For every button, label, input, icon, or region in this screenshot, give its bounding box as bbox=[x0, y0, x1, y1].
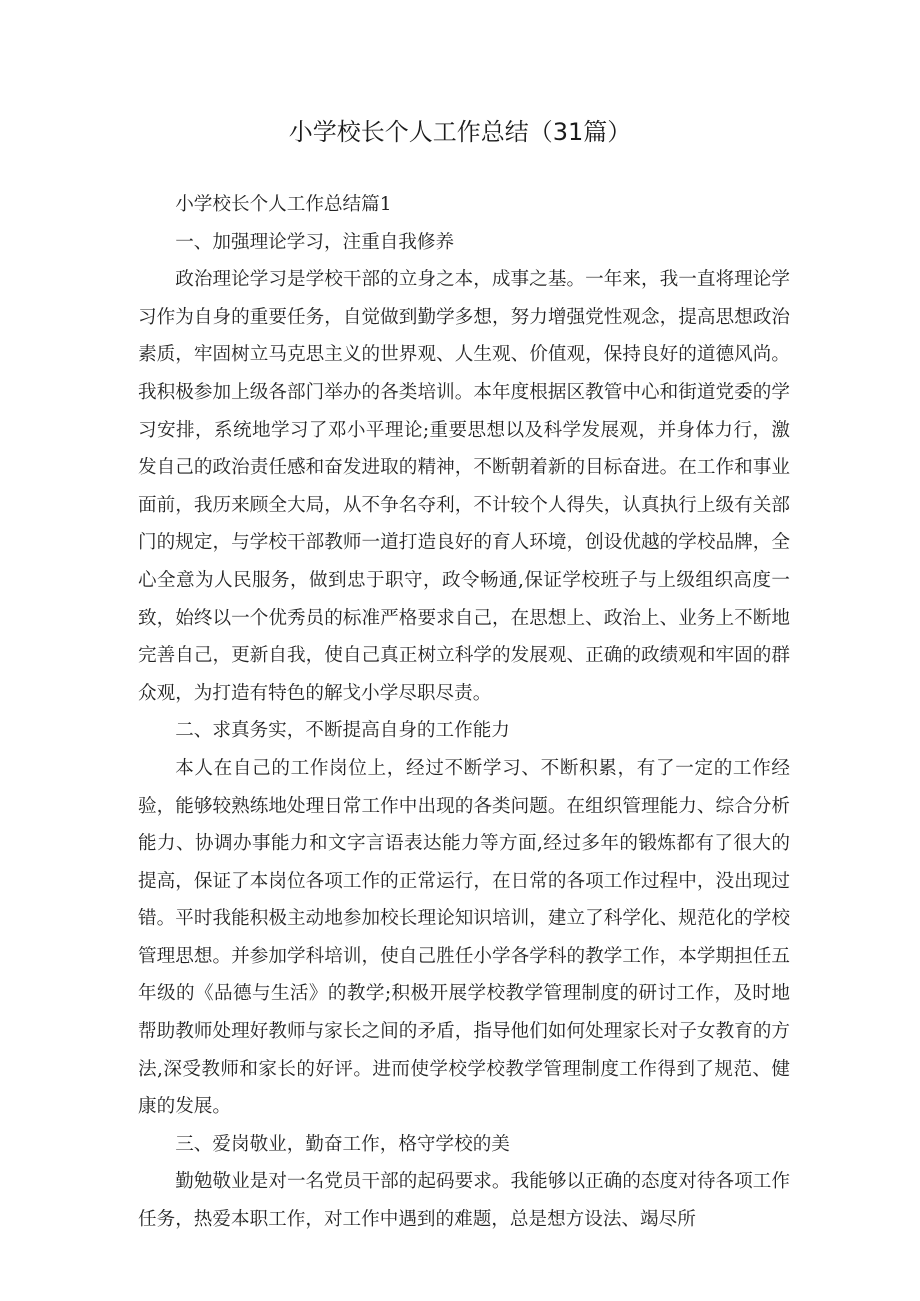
section-heading-2: 二、求真务实，不断提高自身的工作能力 bbox=[175, 720, 510, 742]
paragraph-work-ability: 本人在自己的工作岗位上，经过不断学习、不断积累，有了一定的工作经验，能够较熟练地处理日常工作中出现的各类问题。在组织管理能力、综合分析能力、协调办事能力和文字言语表达能力等方面,经过多年的锻炼都有了很大的提高，保证了本岗位各项工作的正常运行，在日常的各项工作过程中，没出现过错。平时我能积极主动地参加校长理论知识培训，建立了科学化、规范化的学校管理思想。并参加学科培训，使自己胜任小学各学科的教学工作，本学期担任五年级的《品德与生活》的教学;积极开展学校教学管理制度的研讨工作，及时地帮助教师处理好教师与家长之间的矛盾，指导他们如何处理家长对子女教育的方法,深受教师和家长的好评。进而使学校学校教学管理制度工作得到了规范、健康的发展。 bbox=[138, 757, 790, 1118]
section-heading-chapter: 小学校长个人工作总结篇1 bbox=[175, 194, 392, 215]
document-body bbox=[138, 186, 790, 1239]
paragraph-dedication: 勤勉敬业是对一名党员干部的起码要求。我能够以正确的态度对待各项工作任务，热爱本职工作，对工作中遇到的难题，总是想方设法、竭尽所 bbox=[138, 1171, 790, 1231]
document-title: 小学校长个人工作总结（31篇） bbox=[288, 118, 632, 146]
section-heading-1: 一、加强理论学习，注重自我修养 bbox=[175, 231, 455, 253]
section-heading-3: 三、爱岗敬业，勤奋工作，格守学校的美 bbox=[175, 1133, 510, 1155]
paragraph-theory-study: 政治理论学习是学校干部的立身之本，成事之基。一年来，我一直将理论学习作为自身的重要任务，自觉做到勤学多想，努力增强党性观念，提高思想政治素质，牢固树立马克思主义的世界观、人生观、价值观，保持良好的道德风尚。我积极参加上级各部门举办的各类培训。本年度根据区教管中心和街道党委的学习安排，系统地学习了邓小平理论;重要思想以及科学发展观，并身体力行，激发自己的政治责任感和奋发进取的精神，不断朝着新的目标奋进。在工作和事业面前，我历来顾全大局，从不争名夺利，不计较个人得失，认真执行上级有关部门的规定，与学校干部教师一道打造良好的育人环境，创设优越的学校品牌，全心全意为人民服务，做到忠于职守，政令畅通,保证学校班子与上级组织高度一致，始终以一个优秀员的标准严格要求自己，在思想上、政治上、业务上不断地完善自己，更新自我，使自己真正树立科学的发展观、正确的政绩观和牢固的群众观，为打造有特色的解戈小学尽职尽责。 bbox=[138, 269, 790, 704]
